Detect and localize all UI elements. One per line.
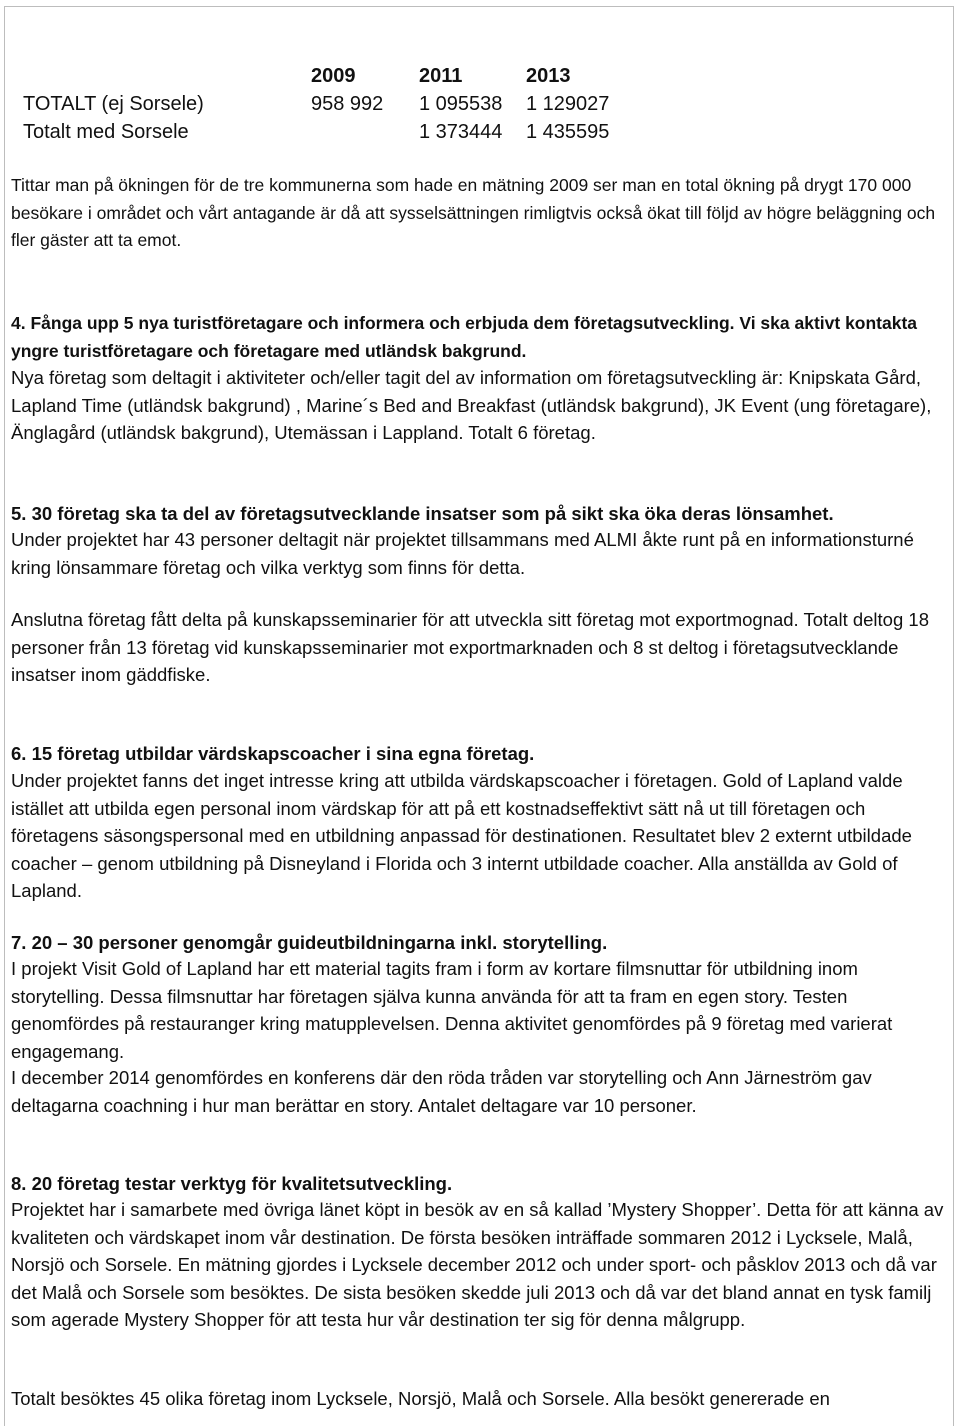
section-5-body: Under projektet har 43 personer deltagit när projektet tillsammans med ALMI åkte runt på en informationsturné kring lönsammare företag och vilka verktyg som finns för detta. <box>11 529 914 578</box>
section-4-body: Nya företag som deltagit i aktiviteter och/eller tagit del av information om företagsutveckling är: Knipskata Gård, Lapland Time (utländsk bakgrund) , Marine´s Bed and Breakfast (utländsk bakgrund), JK Event (ung företagare), Änglagård (utländsk bakgrund), Utemässan i Lappland. Totalt 6 företag. <box>11 367 932 443</box>
section-8-body: Totalt besöktes 45 olika företag inom Lycksele, Norsjö, Malå och Sorsele. Alla besökt genererade en <box>11 1388 830 1409</box>
section-4-heading: 4. Fånga upp 5 nya turistföretagare och informera och erbjuda dem företagsutveckling. Vi ska aktivt kontakta yngre turistföretagare och företagare med utländsk bakgrund. <box>11 313 918 361</box>
section-8-heading: 8. 20 företag testar verktyg för kvalitetsutveckling. <box>11 1173 453 1194</box>
intro-paragraph: Tittar man på ökningen för de tre kommunerna som hade en mätning 2009 ser man en total ökning på drygt 170 000 besökare i området och vårt antagande är då att sysselsättningen rimligtvis också ökat till följd av högre beläggning och fler gäster att ta emot. <box>11 175 936 250</box>
table-header-cell: 2011 <box>419 65 463 87</box>
section-5-body: Anslutna företag fått delta på kunskapsseminarier för att utveckla sitt företag mot exportmognad. Totalt deltog 18 personer från 13 företag vid kunskapsseminarier mot exportmarknaden och 8 st deltog i företagsutvecklande insatser inom gäddfiske. <box>11 609 929 685</box>
section-6-body: Under projektet fanns det inget intresse kring att utbilda värdskapscoacher i företagen. Gold of Lapland valde istället att utbilda egen personal inom värdskap för att på ett kostnadseffektivt sätt nå ut till företagen och företagens säsongspersonal med en utbildning anpassad för destinationen. Resultatet blev 2 externt utbildade coacher – genom utbildning på Disneyland i Florida och 3 internt utbildade coacher. Alla anställda av Gold of Lapland. <box>11 770 912 901</box>
table-cell: 1 095538 <box>419 93 503 115</box>
table-row-label: Totalt med Sorsele <box>23 121 189 143</box>
table-header-cell: 2013 <box>526 65 571 87</box>
section-7-body: I december 2014 genomfördes en konferens där den röda tråden var storytelling och Ann Järneström gav deltagarna coachning i hur man berättar en story. Antalet deltagare var 10 personer. <box>11 1067 872 1116</box>
section-6-heading: 6. 15 företag utbildar värdskapscoacher i sina egna företag. <box>11 743 535 764</box>
section-8-body: Projektet har i samarbete med övriga länet köpt in besök av en så kallad ’Mystery Shopper’. Detta för att känna av kvaliteten och värdskapet inom vår destination. De första besöken inträffade sommaren 2012 i Lycksele, Malå, Norsjö och Sorsele. En mätning gjordes i Lycksele december 2012 och under sport- och påsklov 2013 och då var det Malå och Sorsele som besöktes. De sista besöken skedde juli 2013 och då var det bland annat en tysk familj som agerade Mystery Shopper för att testa hur vår destination ter sig för denna målgrupp. <box>11 1199 944 1330</box>
table-cell: 1 435595 <box>526 121 610 143</box>
table-cell: 958 992 <box>311 93 384 115</box>
table-cell: 1 129027 <box>526 93 610 115</box>
table-header-cell: 2009 <box>311 65 356 87</box>
table-row-label: TOTALT (ej Sorsele) <box>23 93 204 115</box>
section-5-heading: 5. 30 företag ska ta del av företagsutvecklande insatser som på sikt ska öka deras lönsamhet. <box>11 503 834 524</box>
table-cell: 1 373444 <box>419 121 503 143</box>
section-7-body: I projekt Visit Gold of Lapland har ett material tagits fram i form av kortare filmsnuttar för utbildning inom storytelling. Dessa filmsnuttar har företagen själva kunna använda för att ta fram en egen story. Testen genomfördes på restauranger kring matupplevelsen. Denna aktivitet genomfördes på 9 företag med varierat engagemang. <box>11 958 893 1062</box>
section-7-heading: 7. 20 – 30 personer genomgår guideutbildningarna inkl. storytelling. <box>11 932 608 953</box>
